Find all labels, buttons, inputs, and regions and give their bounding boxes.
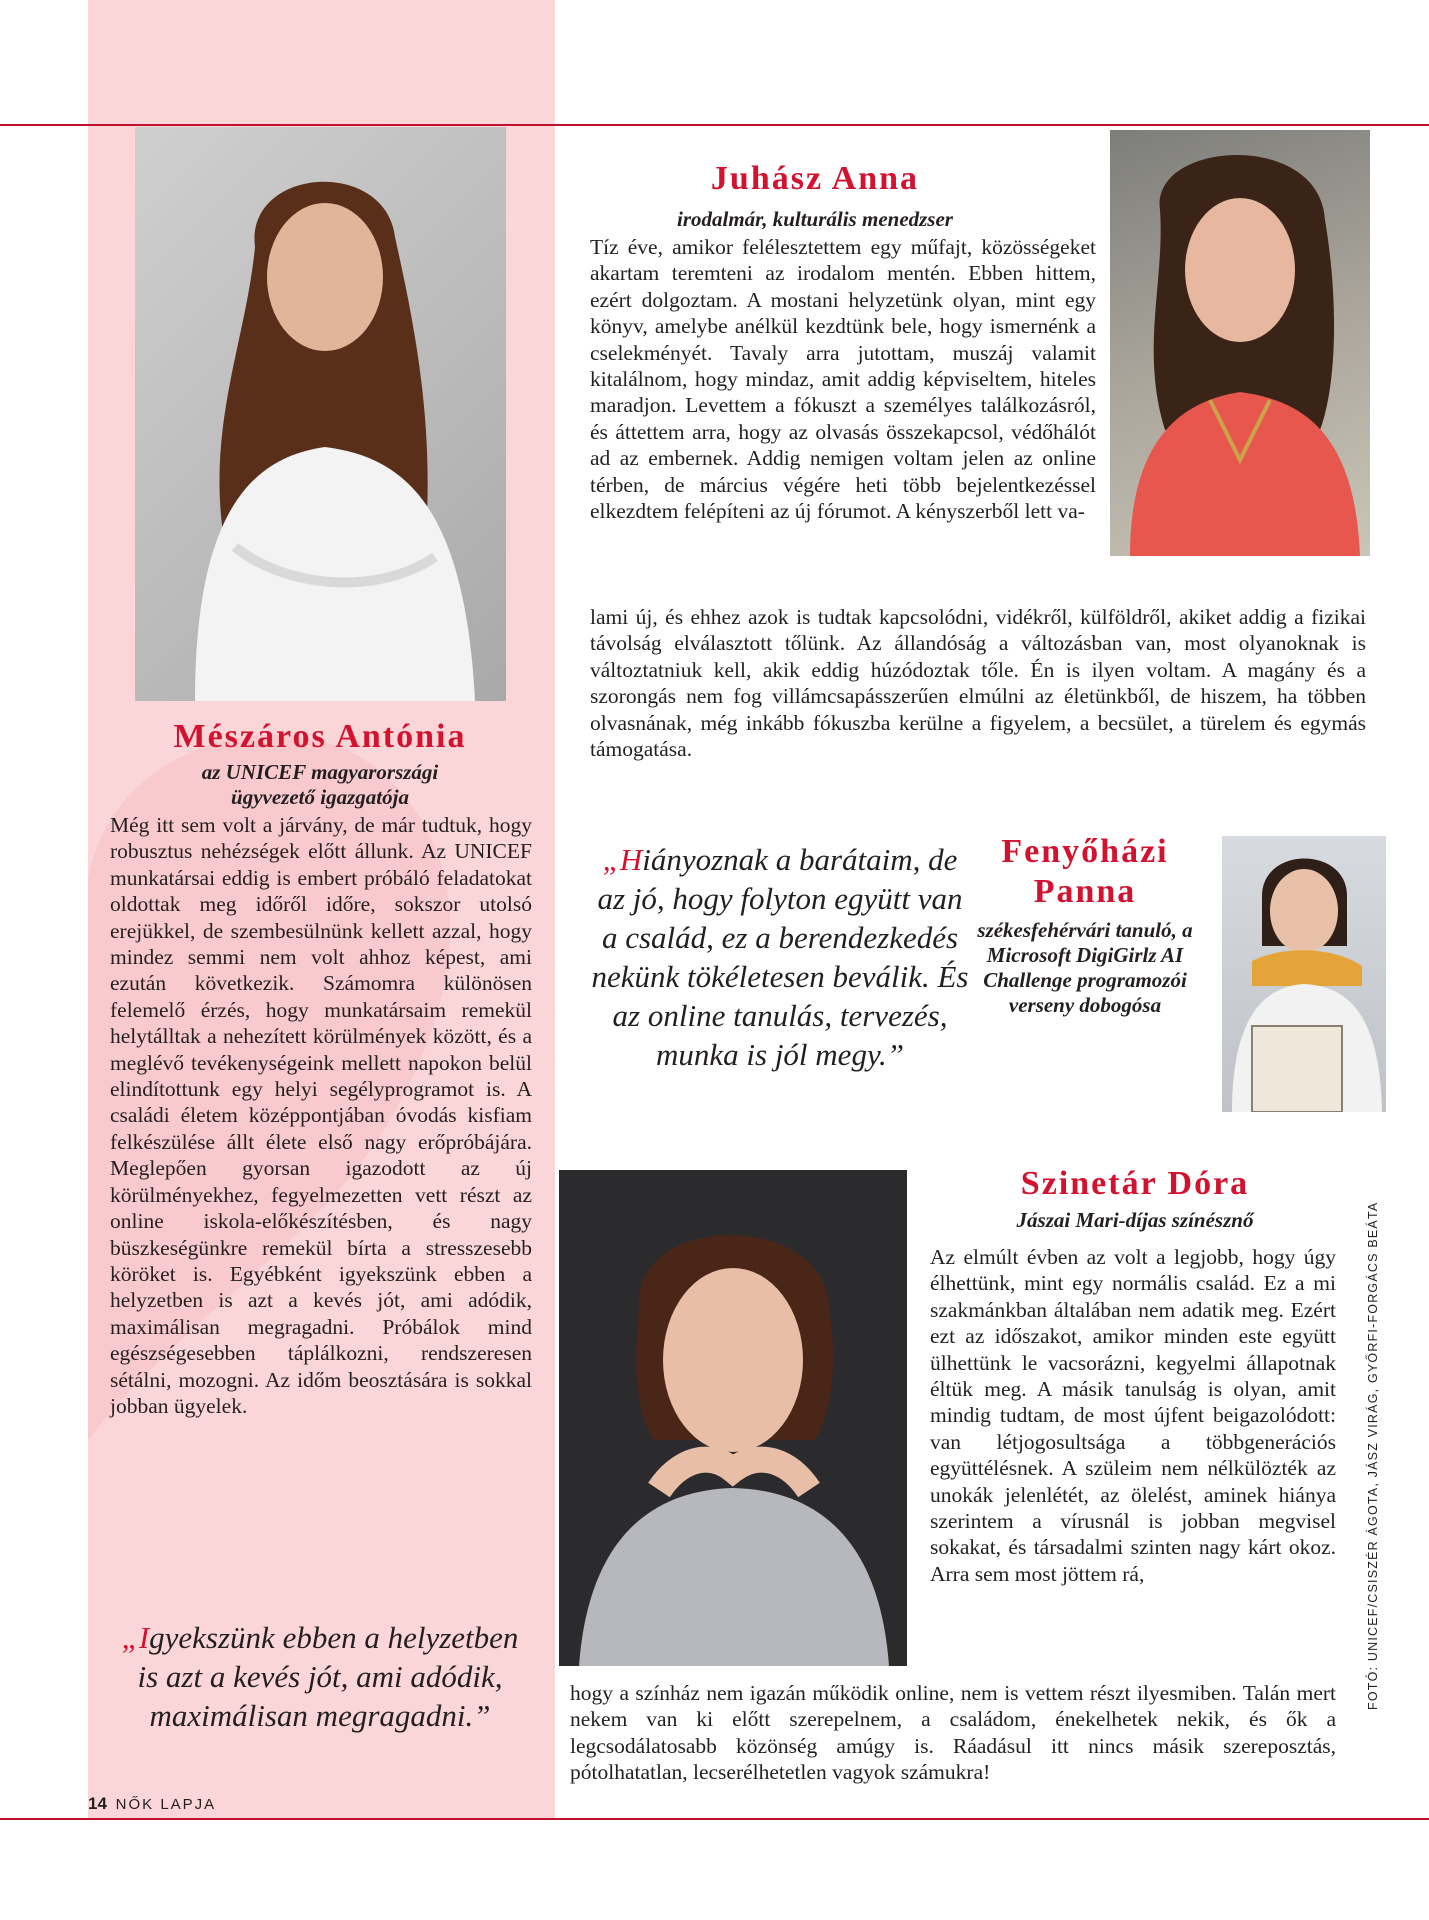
fenyohazi-quote-text: iányoznak a barátaim, de az jó, hogy folyton együtt van a család, ez a berendezkedés nekünk tökéletesen beválik. És az online tanulás, tervezés, munka is jól megy.”	[591, 842, 969, 1072]
juhasz-body-top: Tíz éve, amikor felélesztettem egy műfajt, közösségeket akartam teremteni az irodalom mentén. Ebben hittem, ezért dolgoztam. A mostani helyzetünk olyan, mint egy könyv, amelybe anélkül kezdtünk bele, hogy ismernénk a cselekményét. Tavaly arra jutottam, muszáj valamit kitalálnom, hogy mindaz, amit addig képviseltem, hiteles maradjon. Levettem a fókuszt a személyes találkozásról, és áttettem arra, hogy az olvasás összekapcsol, védőhálót ad az embernek. Addig nemigen voltam jelen az online térben, de március végére heti több bejelentkezéssel elkezdtem felépíteni az új fórumot. A kényszerből lett va-	[590, 235, 1096, 524]
page-footer	[88, 1794, 216, 1814]
bottom-rule	[0, 1818, 1429, 1820]
meszaros-name: Mészáros Antónia	[173, 718, 467, 755]
top-rule	[0, 124, 1429, 126]
meszaros-body: Még itt sem volt a járvány, de már tudtuk, hogy robusztus nehézségek előtt állunk. Az UNICEF munkatársai eddig is embert próbáló feladatokat oldottak meg időről időre, sokszor utolsó erejükkel, de szembesülnünk kellett azzal, hogy mindez semmi nem volt ahhoz képest, ami ezután következik. Számomra különösen felemelő érzés, hogy munkatársaim remekül helytálltak a nehezített körülmények között, és a meglévő tevékenységeink mellett napokon belül elindítottunk egy helyi segélyprogramot is. A családi életem középpontjában óvodás kisfiam felkészülése állt élete első nagy erőpróbájára. Meglepően gyorsan igazodott az új körülményekhez, fegyelmezetten vett részt az online iskola-előkészítésben, és nagy büszkeségünkre remekül bírta a stresszesebb köröket is. Egyébként igyekszünk ebben a helyzetben is azt a kevés jót, ami adódik, maximálisan megragadni. Próbálok mind egészségesebben táplálkozni, rendszeresen sétálni, mozogni. Az időm beosztására is sokkal jobban ügyelek.	[110, 813, 532, 1418]
fenyohazi-name-line2: Panna	[1033, 873, 1137, 910]
meszaros-role-line2: ügyvezető igazgatója	[231, 785, 409, 809]
juhasz-name: Juhász Anna	[710, 160, 920, 197]
magazine-name: NŐK LAPJA	[115, 1796, 217, 1813]
juhasz-role: irodalmár, kulturális menedzser	[677, 207, 953, 231]
szinetar-dora-photo	[559, 1170, 907, 1666]
photo-credit: FOTÓ: UNICEF/CSISZÉR ÁGOTA, JÁSZ VIRÁG, GYŐRFI-FORGÁCS BEÁTA	[1366, 1201, 1380, 1710]
szinetar-name: Szinetár Dóra	[1020, 1165, 1250, 1202]
meszaros-quote-text: gyekszünk ebben a helyzetben is azt a kevés jót, ami adódik, maximálisan megragadni.”	[137, 1620, 519, 1733]
meszaros-role-line1: az UNICEF magyarországi	[201, 760, 439, 784]
fenyohazi-quote-initial: „H	[602, 842, 643, 877]
juhasz-anna-photo	[1110, 130, 1370, 556]
fenyohazi-quote	[590, 840, 970, 1074]
fenyohazi-panna-photo	[1222, 836, 1386, 1112]
szinetar-role: Jászai Mari-díjas színésznő	[1016, 1208, 1254, 1232]
page-number: 14	[88, 1794, 107, 1813]
fenyohazi-name-line1: Fenyőházi	[1001, 833, 1169, 870]
meszaros-antonia-photo	[135, 127, 506, 701]
fenyohazi-role: székesfehérvári tanuló, a Microsoft DigiGirlz AI Challenge programozói verseny dobogósa	[977, 918, 1193, 1017]
meszaros-quote-initial: „I	[121, 1620, 150, 1655]
szinetar-body-top: Az elmúlt évben az volt a legjobb, hogy úgy élhettünk, mint egy normális család. Ez a mi szakmánkban általában nem adatik meg. Ezért ezt az időszakot, amikor minden este együtt ülhettünk le vacsorázni, kegyelmi állapotnak éltük meg. A másik tanulság is olyan, amit mindig tudtam, de most újfent beigazolódott: van létjogosultsága a többgenerációs együttélésnek. A szüleim nem nélkülözték az unokák jelenlétét, az ölelést, aminek hiánya szerintem a vírusnál is jobban megvisel sokakat, és társadalmi szinten nagy kárt okoz. Arra sem most jöttem rá,	[930, 1245, 1336, 1586]
juhasz-body-bottom: lami új, és ehhez azok is tudtak kapcsolódni, vidékről, külföldről, akiket addig a fizikai távolság elválasztott tőlünk. Az állandóság a változásban van, most olyanoknak is változtatniuk kell, akik eddig húzódoztak tőle. Én is ilyen voltam. A magány és a szorongás nem fog villámcsapásszerűen elmúlni az életünkből, de hiszem, ha többen olvasnának, még inkább fókuszba kerülne a figyelem, a becsület, a türelem és egymás támogatása.	[590, 605, 1366, 762]
meszaros-quote	[115, 1618, 525, 1735]
szinetar-body-bottom: hogy a színház nem igazán működik online, nem is vettem részt ilyesmiben. Talán mert nekem van ki előtt szerepelnem, a családom, énekelhetek nekik, és ők a legcsodálatosabb közönség amúgy is. Ráadásul itt nincs másik szereposztás, pótolhatatlan, lecserélhetetlen vagyok számukra!	[570, 1681, 1336, 1785]
